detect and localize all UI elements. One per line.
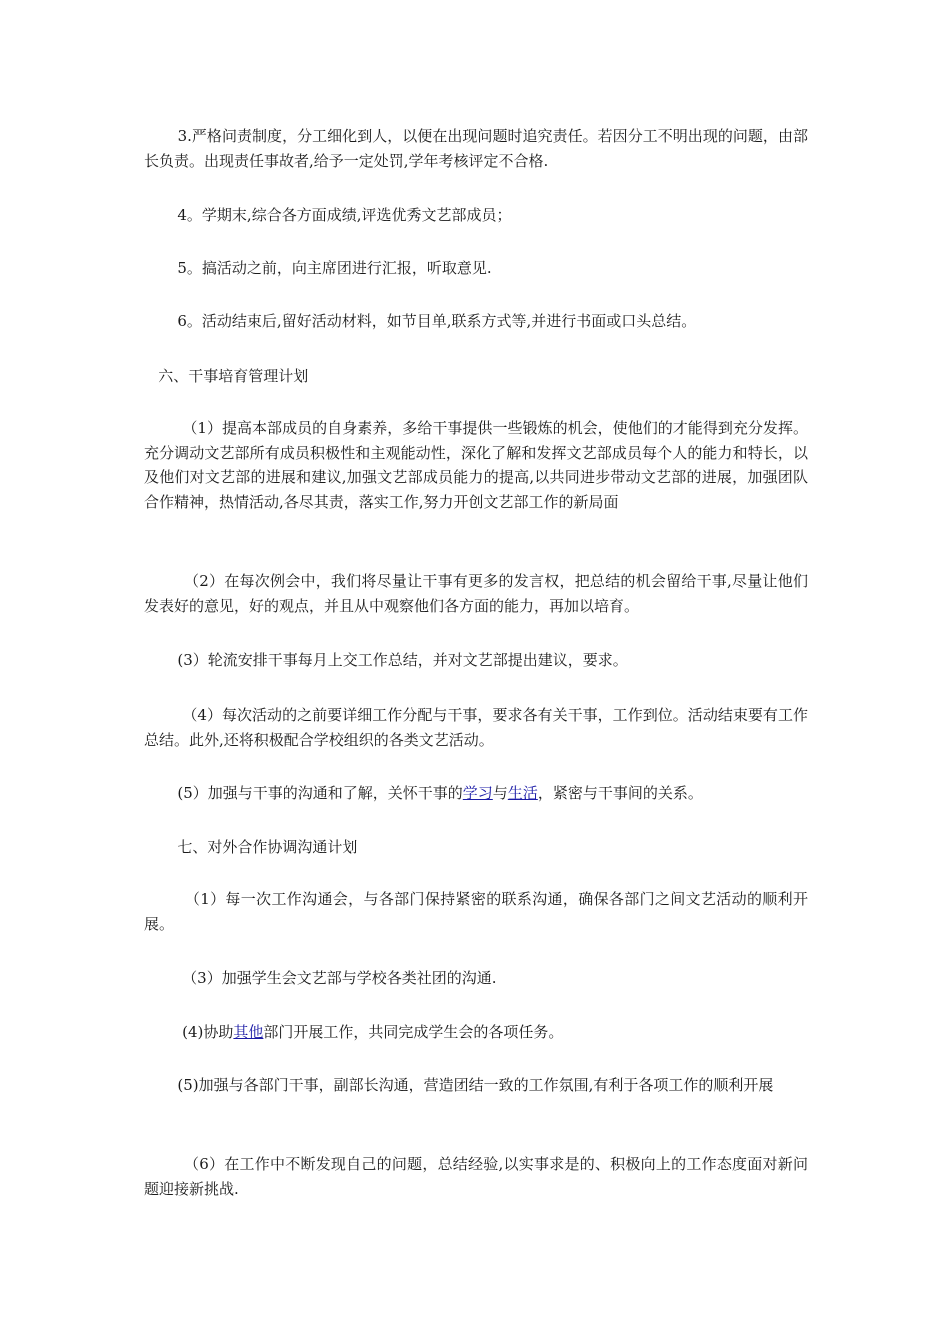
paragraph-staff-training-5 xyxy=(144,781,808,806)
paragraph-text: 部门开展工作，共同完成学生会的各项任务。 xyxy=(263,1023,564,1041)
paragraph-coordination-4 xyxy=(144,1020,808,1045)
paragraph-staff-training-1: （1）提高本部成员的自身素养，多给干事提供一些锻炼的机会，使他们的才能得到充分发挥。充分调动文艺部所有成员积极性和主观能动性，深化了解和发挥文艺部成员每个人的能力和特长，以及他们对文艺部的进展和建议,加强文艺部成员能力的提高,以共同进步带动文艺部的进展，加强团队合作精神，热情活动,各尽其责，落实工作,努力开创文艺部工作的新局面 xyxy=(144,419,808,511)
life-link[interactable]: 生活 xyxy=(507,784,538,802)
paragraph-staff-training-2: （2）在每次例会中，我们将尽量让干事有更多的发言权，把总结的机会留给干事,尽量让他们发表好的意见，好的观点，并且从中观察他们各方面的能力，再加以培育。 xyxy=(144,572,808,615)
paragraph-text: ，紧密与干事间的关系。 xyxy=(537,784,703,802)
paragraph-text: (5）加强与干事的沟通和了解，关怀干事的 xyxy=(144,784,463,802)
other-link[interactable]: 其他 xyxy=(233,1023,264,1041)
paragraph-staff-training-3: (3）轮流安排干事每月上交工作总结，并对文艺部提出建议，要求。 xyxy=(144,651,628,669)
paragraph-coordination-5: (5)加强与各部门干事，副部长沟通，营造团结一致的工作氛围,有利于各项工作的顺利开展 xyxy=(144,1076,774,1094)
paragraph-coordination-6: （6）在工作中不断发现自己的问题，总结经验,以实事求是的、积极向上的工作态度面对新问题迎接新挑战. xyxy=(144,1155,808,1198)
paragraph-text: (4)协助 xyxy=(144,1023,234,1041)
section-heading-six: 六、干事培育管理计划 xyxy=(144,367,309,385)
section-heading-seven: 七、对外合作协调沟通计划 xyxy=(144,838,358,856)
paragraph-report-before-activity: 5。搞活动之前，向主席团进行汇报，听取意见. xyxy=(144,259,492,277)
paragraph-accountability: 3.严格问责制度，分工细化到人，以便在出现问题时追究责任。若因分工不明出现的问题，由部长负责。出现责任事故者,给予一定处罚,学年考核评定不合格. xyxy=(144,127,808,170)
paragraph-term-end-evaluation: 4。学期末,综合各方面成绩,评选优秀文艺部成员； xyxy=(144,206,512,224)
paragraph-coordination-1: （1）每一次工作沟通会，与各部门保持紧密的联系沟通，确保各部门之间文艺活动的顺利开展。 xyxy=(144,890,808,933)
paragraph-coordination-3: （3）加强学生会文艺部与学校各类社团的沟通. xyxy=(144,969,497,987)
study-link[interactable]: 学习 xyxy=(462,784,493,802)
paragraph-text: 与 xyxy=(492,784,508,802)
paragraph-staff-training-4: （4）每次活动的之前要详细工作分配与干事，要求各有关干事，工作到位。活动结束要有工作总结。此外,还将积极配合学校组织的各类文艺活动。 xyxy=(144,706,808,749)
paragraph-after-activity-summary: 6。活动结束后,留好活动材料，如节目单,联系方式等,并进行书面或口头总结。 xyxy=(144,312,697,330)
